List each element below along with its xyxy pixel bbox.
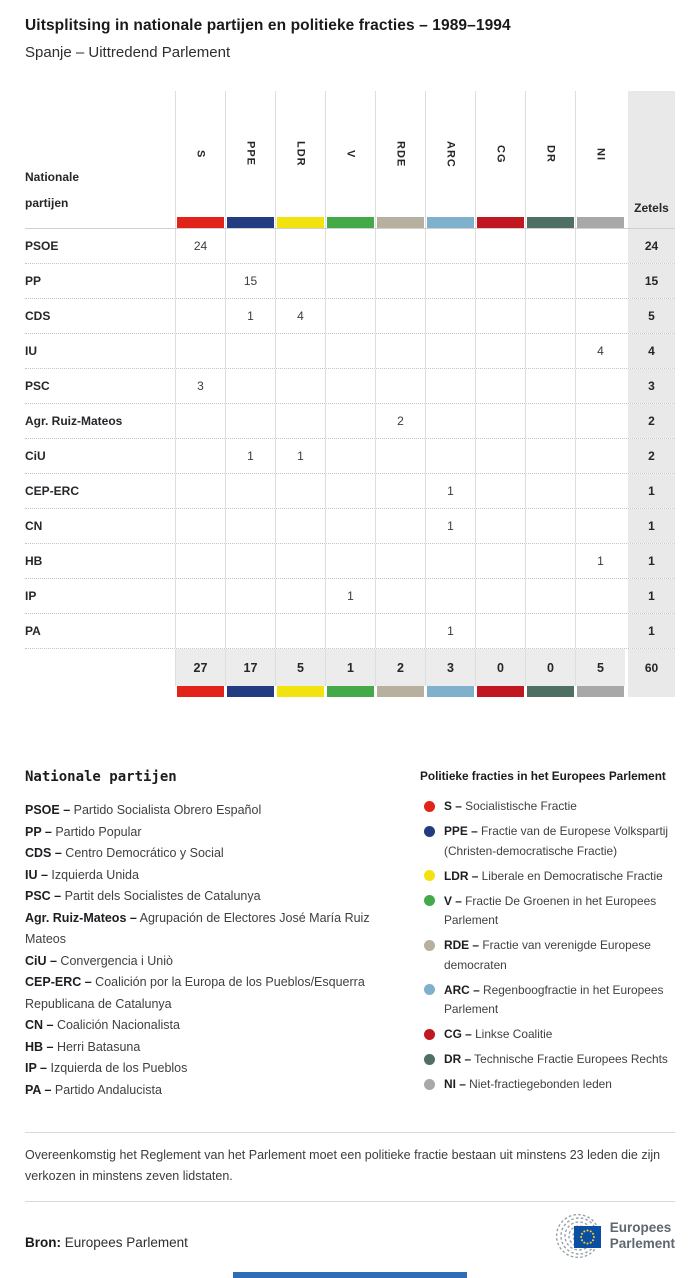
row-header-label: Nationale partijen xyxy=(25,170,80,210)
value-cell xyxy=(375,439,425,473)
party-abbr: HB – xyxy=(25,1039,54,1054)
group-abbr: ARC – xyxy=(444,982,480,997)
value-cell xyxy=(475,404,525,438)
party-legend-item: IP – Izquierda de los Pueblos xyxy=(25,1061,188,1075)
value-cell: 2 xyxy=(375,404,425,438)
value-cell xyxy=(175,544,225,578)
value-cell xyxy=(575,614,625,648)
group-color-bar xyxy=(477,217,524,228)
group-color-bar xyxy=(577,686,624,697)
group-abbr: S – xyxy=(444,799,462,813)
party-label: Agr. Ruiz-Mateos xyxy=(25,414,123,428)
value-cell xyxy=(525,579,575,613)
seats-cell: 1 xyxy=(625,544,675,578)
group-header-LDR xyxy=(275,91,325,228)
group-color-dot xyxy=(424,1054,435,1065)
value-cell xyxy=(375,264,425,298)
bottom-bar-cell xyxy=(375,686,425,697)
table-row xyxy=(25,473,675,508)
source-line xyxy=(25,1235,188,1250)
total-cell: 1 xyxy=(325,649,375,686)
seats-cell: 1 xyxy=(625,614,675,648)
party-label: IU xyxy=(25,344,37,358)
party-abbr: PP – xyxy=(25,824,52,839)
source-value: Europees Parlement xyxy=(64,1234,188,1250)
value-cell xyxy=(575,299,625,333)
value-cell xyxy=(575,229,625,263)
group-abbr: DR – xyxy=(444,1052,472,1066)
value-cell xyxy=(475,229,525,263)
bottom-bar-cell xyxy=(325,686,375,697)
group-color-bar xyxy=(327,217,374,228)
total-seats-cell: 60 xyxy=(625,649,675,686)
value-cell xyxy=(475,439,525,473)
value-cell xyxy=(525,334,575,368)
seats-header-cell: Zetels xyxy=(625,91,675,228)
value-cell xyxy=(325,264,375,298)
group-legend-item xyxy=(420,936,675,975)
group-color-bar xyxy=(277,686,324,697)
value-cell: 1 xyxy=(575,544,625,578)
group-header-label: NI xyxy=(594,147,607,161)
value-cell xyxy=(525,474,575,508)
value-cell xyxy=(325,474,375,508)
value-cell xyxy=(225,509,275,543)
value-cell xyxy=(525,229,575,263)
group-abbr: PPE – xyxy=(444,824,478,838)
party-legend-item: PSOE – Partido Socialista Obrero Español xyxy=(25,803,262,817)
bottom-bar-cell xyxy=(275,686,325,697)
value-cell xyxy=(525,614,575,648)
value-cell xyxy=(575,404,625,438)
value-cell xyxy=(375,474,425,508)
value-cell: 24 xyxy=(175,229,225,263)
group-legend-text: NI – Niet-fractiegebonden leden xyxy=(444,1077,612,1091)
value-cell xyxy=(175,579,225,613)
group-legend-text: DR – Technische Fractie Europees Rechts xyxy=(444,1052,668,1066)
group-header-ARC xyxy=(425,91,475,228)
bottom-bar-cell xyxy=(175,686,225,697)
value-cell: 1 xyxy=(225,439,275,473)
party-abbr: PSC – xyxy=(25,889,62,903)
value-cell xyxy=(375,229,425,263)
group-color-bar xyxy=(427,217,474,228)
party-legend-item: Agr. Ruiz-Mateos – Agrupación de Electores José María Ruiz Mateos xyxy=(25,910,370,946)
seats-cell: 4 xyxy=(625,334,675,368)
party-abbr: IP – xyxy=(25,1061,48,1075)
group-legend-text: CG – Linkse Coalitie xyxy=(444,1027,553,1041)
group-color-dot xyxy=(424,1079,435,1090)
footnote: Overeenkomstig het Reglement van het Parlement moet een politieke fractie bestaan uit minstens 23 leden die zijn verkozen in minstens zeven lidstaten. xyxy=(25,1148,661,1184)
group-color-bar xyxy=(527,686,574,697)
seats-cell: 24 xyxy=(625,229,675,263)
totals-spacer xyxy=(25,649,175,686)
value-cell xyxy=(175,614,225,648)
group-header-label: V xyxy=(344,149,357,159)
divider xyxy=(25,1132,675,1133)
legends xyxy=(25,769,675,1101)
value-cell: 3 xyxy=(175,369,225,403)
group-color-bar xyxy=(527,217,574,228)
value-cell: 1 xyxy=(425,509,475,543)
party-legend-item: IU – Izquierda Unida xyxy=(25,867,139,882)
value-cell xyxy=(525,544,575,578)
bottom-bar-cell xyxy=(525,686,575,697)
value-cell xyxy=(275,264,325,298)
value-cell xyxy=(475,369,525,403)
value-cell xyxy=(275,509,325,543)
group-header-label: ARC xyxy=(444,140,457,168)
group-color-bar xyxy=(277,217,324,228)
value-cell xyxy=(525,369,575,403)
group-color-bar xyxy=(227,686,274,697)
group-color-dot xyxy=(424,1029,435,1040)
legend-political-groups xyxy=(420,769,675,1101)
value-cell xyxy=(525,439,575,473)
value-cell xyxy=(375,334,425,368)
group-header-label: CG xyxy=(494,144,507,164)
value-cell xyxy=(325,404,375,438)
group-abbr: V – xyxy=(444,893,462,908)
group-legend-text: RDE – Fractie van verenigde Europese democraten xyxy=(444,938,651,972)
value-cell xyxy=(225,614,275,648)
value-cell xyxy=(575,474,625,508)
legend-parties-heading: Nationale partijen xyxy=(25,769,177,785)
group-color-dot xyxy=(424,940,435,951)
party-label: PP xyxy=(25,274,42,288)
group-legend-item xyxy=(420,797,675,817)
bottom-bar-cell xyxy=(475,686,525,697)
seats-cell: 1 xyxy=(625,474,675,508)
page-title: Uitsplitsing in nationale partijen en politieke fracties – 1989–1994 xyxy=(25,17,511,34)
value-cell xyxy=(175,299,225,333)
value-cell xyxy=(275,474,325,508)
table-row xyxy=(25,543,675,578)
party-legend-item: CEP-ERC – Coalición por la Europa de los Pueblos/Esquerra Republicana de Catalunya xyxy=(25,975,365,1011)
party-abbr: CEP-ERC – xyxy=(25,975,92,989)
table-row xyxy=(25,578,675,613)
value-cell xyxy=(175,404,225,438)
value-cell xyxy=(325,614,375,648)
legend-groups-heading: Politieke fracties in het Europees Parlement xyxy=(420,769,666,783)
group-color-bar xyxy=(177,686,224,697)
value-cell xyxy=(325,369,375,403)
breakdown-table xyxy=(25,91,675,697)
value-cell: 1 xyxy=(425,474,475,508)
group-abbr: LDR – xyxy=(444,868,479,883)
group-legend-item xyxy=(420,1075,675,1095)
bottom-bar-cell xyxy=(575,686,625,697)
hemicycle-icon xyxy=(547,1214,603,1258)
value-cell xyxy=(475,579,525,613)
value-cell xyxy=(425,544,475,578)
value-cell xyxy=(525,264,575,298)
group-color-bar xyxy=(477,686,524,697)
group-header-label: PPE xyxy=(244,141,257,167)
footer xyxy=(25,1214,675,1258)
party-abbr: PSOE – xyxy=(25,803,71,817)
group-color-bar xyxy=(577,217,624,228)
party-label: CEP-ERC xyxy=(25,484,80,498)
table-row xyxy=(25,263,675,298)
party-legend-item: CDS – Centro Democrático y Social xyxy=(25,846,224,860)
party-abbr: PA – xyxy=(25,1082,52,1097)
seats-cell: 5 xyxy=(625,299,675,333)
group-color-dot xyxy=(424,895,435,906)
group-header-label: RDE xyxy=(394,140,407,168)
value-cell: 4 xyxy=(275,299,325,333)
value-cell: 1 xyxy=(225,299,275,333)
total-cell: 3 xyxy=(425,649,475,686)
value-cell: 1 xyxy=(425,614,475,648)
total-cell: 5 xyxy=(275,649,325,686)
group-header-label: DR xyxy=(544,145,557,163)
value-cell: 1 xyxy=(275,439,325,473)
value-cell xyxy=(575,439,625,473)
seats-cell: 2 xyxy=(625,439,675,473)
value-cell xyxy=(175,509,225,543)
table-row xyxy=(25,403,675,438)
value-cell xyxy=(425,264,475,298)
total-cell: 17 xyxy=(225,649,275,686)
value-cell xyxy=(375,369,425,403)
value-cell xyxy=(275,404,325,438)
group-legend-item xyxy=(420,892,675,931)
value-cell: 1 xyxy=(325,579,375,613)
party-label: PSOE xyxy=(25,239,59,253)
group-legend-item xyxy=(420,981,675,1020)
value-cell xyxy=(425,404,475,438)
value-cell xyxy=(275,544,325,578)
value-cell xyxy=(525,404,575,438)
bottom-bar-cell xyxy=(225,686,275,697)
group-legend-text: S – Socialistische Fractie xyxy=(444,799,577,813)
page-subtitle: Spanje – Uittredend Parlement xyxy=(25,44,231,61)
value-cell xyxy=(425,369,475,403)
value-cell xyxy=(225,474,275,508)
group-header-DR xyxy=(525,91,575,228)
value-cell xyxy=(475,544,525,578)
group-color-dot xyxy=(424,826,435,837)
value-cell xyxy=(225,579,275,613)
value-cell xyxy=(225,544,275,578)
logo-wordmark: Europees Parlement xyxy=(609,1220,675,1251)
seats-column-footer xyxy=(625,686,675,697)
party-legend-item: PA – Partido Andalucista xyxy=(25,1082,162,1097)
table-row xyxy=(25,333,675,368)
value-cell xyxy=(325,334,375,368)
group-color-bar xyxy=(177,217,224,228)
group-color-bar xyxy=(377,686,424,697)
divider xyxy=(25,1201,675,1202)
group-legend-text: V – Fractie De Groenen in het Europees Parlement xyxy=(444,893,657,927)
party-legend-item: HB – Herri Batasuna xyxy=(25,1039,141,1054)
group-color-dot xyxy=(424,801,435,812)
party-label: PA xyxy=(25,624,41,638)
table-row xyxy=(25,298,675,333)
value-cell xyxy=(275,369,325,403)
party-label: CDS xyxy=(25,309,51,323)
value-cell xyxy=(325,299,375,333)
value-cell: 15 xyxy=(225,264,275,298)
party-abbr: CiU – xyxy=(25,953,57,968)
legend-national-parties xyxy=(25,769,420,1101)
party-legend-item: PP – Partido Popular xyxy=(25,824,142,839)
seats-cell: 15 xyxy=(625,264,675,298)
total-cell: 27 xyxy=(175,649,225,686)
party-abbr: IU – xyxy=(25,867,48,882)
table-row xyxy=(25,438,675,473)
value-cell xyxy=(275,229,325,263)
value-cell xyxy=(225,334,275,368)
value-cell xyxy=(475,264,525,298)
value-cell xyxy=(575,264,625,298)
value-cell xyxy=(175,334,225,368)
value-cell xyxy=(425,229,475,263)
group-color-bar xyxy=(227,217,274,228)
group-legend-item xyxy=(420,1050,675,1070)
value-cell xyxy=(575,509,625,543)
value-cell xyxy=(275,614,325,648)
group-header-CG xyxy=(475,91,525,228)
group-legend-text: LDR – Liberale en Democratische Fractie xyxy=(444,868,663,883)
total-cell: 2 xyxy=(375,649,425,686)
value-cell xyxy=(475,474,525,508)
party-abbr: Agr. Ruiz-Mateos – xyxy=(25,910,137,925)
group-legend-text: ARC – Regenboogfractie in het Europees Parlement xyxy=(444,982,664,1016)
group-abbr: CG – xyxy=(444,1027,472,1041)
value-cell xyxy=(425,579,475,613)
table-row xyxy=(25,368,675,403)
party-label: IP xyxy=(25,589,37,603)
table-row xyxy=(25,508,675,543)
party-legend-item: CN – Coalición Nacionalista xyxy=(25,1018,180,1032)
value-cell xyxy=(525,509,575,543)
group-abbr: RDE – xyxy=(444,938,480,952)
total-cell: 0 xyxy=(475,649,525,686)
group-color-dot xyxy=(424,984,435,995)
group-legend-item xyxy=(420,867,675,887)
value-cell xyxy=(175,474,225,508)
bottom-bars-row xyxy=(25,686,675,697)
value-cell xyxy=(225,404,275,438)
bottom-accent-bar xyxy=(233,1272,467,1278)
party-abbr: CN – xyxy=(25,1018,54,1032)
group-legend-item xyxy=(420,1025,675,1045)
group-legend-item xyxy=(420,822,675,861)
seats-cell: 1 xyxy=(625,509,675,543)
seats-cell: 3 xyxy=(625,369,675,403)
value-cell xyxy=(475,509,525,543)
seats-cell: 1 xyxy=(625,579,675,613)
group-header-RDE xyxy=(375,91,425,228)
group-header-label: S xyxy=(194,149,207,159)
group-header-NI xyxy=(575,91,625,228)
party-label: HB xyxy=(25,554,43,568)
value-cell: 4 xyxy=(575,334,625,368)
table-row xyxy=(25,228,675,263)
row-header-cell xyxy=(25,91,175,228)
group-color-bar xyxy=(327,686,374,697)
value-cell xyxy=(175,439,225,473)
table-header-row xyxy=(25,91,675,228)
value-cell xyxy=(375,579,425,613)
party-label: CN xyxy=(25,519,43,533)
value-cell xyxy=(375,509,425,543)
source-label: Bron: xyxy=(25,1234,61,1250)
group-header-PPE xyxy=(225,91,275,228)
value-cell xyxy=(325,509,375,543)
value-cell xyxy=(325,229,375,263)
total-cell: 0 xyxy=(525,649,575,686)
group-header-S xyxy=(175,91,225,228)
group-header-V xyxy=(325,91,375,228)
group-header-label: LDR xyxy=(294,141,307,167)
value-cell xyxy=(575,579,625,613)
value-cell xyxy=(475,614,525,648)
group-abbr: NI – xyxy=(444,1077,466,1091)
value-cell xyxy=(275,579,325,613)
party-legend-item: CiU – Convergencia i Uniò xyxy=(25,953,173,968)
value-cell xyxy=(425,299,475,333)
value-cell xyxy=(375,544,425,578)
seats-cell: 2 xyxy=(625,404,675,438)
value-cell xyxy=(325,439,375,473)
group-color-bar xyxy=(427,686,474,697)
group-color-dot xyxy=(424,870,435,881)
value-cell xyxy=(425,334,475,368)
value-cell xyxy=(525,299,575,333)
value-cell xyxy=(225,229,275,263)
value-cell xyxy=(325,544,375,578)
value-cell xyxy=(425,439,475,473)
bars-spacer xyxy=(25,686,175,697)
table-row xyxy=(25,613,675,648)
value-cell xyxy=(375,299,425,333)
party-abbr: CDS – xyxy=(25,846,62,860)
group-legend-text: PPE – Fractie van de Europese Volkspartij (Christen-democratische Fractie) xyxy=(444,824,669,858)
group-color-bar xyxy=(377,217,424,228)
value-cell xyxy=(575,369,625,403)
party-legend-item: PSC – Partit dels Socialistes de Catalunya xyxy=(25,889,261,903)
value-cell xyxy=(475,334,525,368)
value-cell xyxy=(375,614,425,648)
total-cell: 5 xyxy=(575,649,625,686)
party-label: PSC xyxy=(25,379,50,393)
bottom-bar-cell xyxy=(425,686,475,697)
party-label: CiU xyxy=(25,449,46,463)
value-cell xyxy=(225,369,275,403)
value-cell xyxy=(475,299,525,333)
value-cell xyxy=(275,334,325,368)
european-parliament-logo xyxy=(547,1214,675,1258)
value-cell xyxy=(175,264,225,298)
totals-row xyxy=(25,648,675,686)
